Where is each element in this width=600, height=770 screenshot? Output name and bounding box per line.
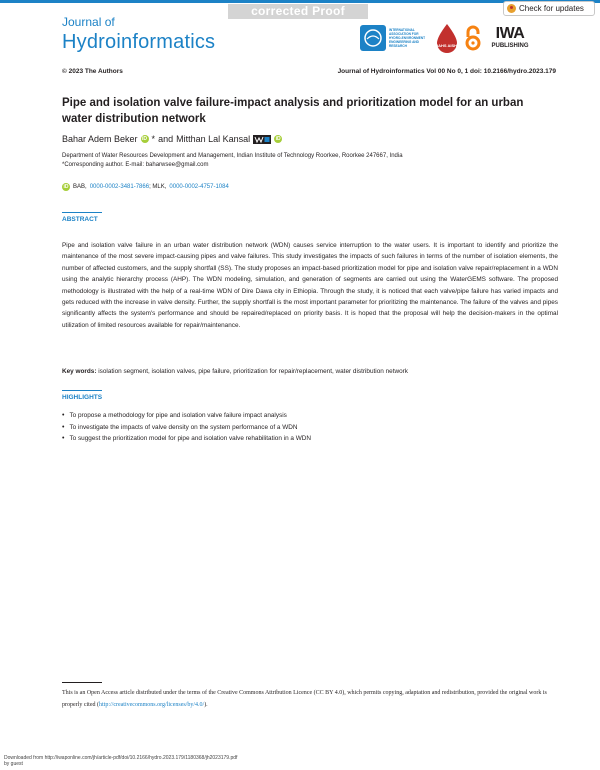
check-updates-label: Check for updates [519, 4, 584, 13]
iahs-logo [434, 23, 460, 53]
orcid-icon: iD [63, 184, 69, 190]
license-footer [62, 688, 558, 711]
iwa-logo-text: IWA [495, 25, 525, 42]
orcid-prefix-2: ; MLK, [149, 184, 167, 190]
download-line-1: Downloaded from http://iwaponline.com/jh/article-pdf/doi/10.2166/hydro.2023.179/1180368/jh2023179.pdf [4, 755, 238, 761]
orcid-link-1[interactable]: 0000-0002-3481-7866 [89, 184, 150, 190]
author-1[interactable]: Bahar Adem Beker [62, 134, 138, 144]
iahs-drop-icon [434, 23, 460, 53]
iahr-logo [360, 25, 429, 51]
affiliation: Department of Water Resources Development and Management, Indian Institute of Technology Roorkee, Roorkee 247667, India [62, 153, 403, 159]
publisher-logos [360, 20, 534, 56]
iahs-logo-text: IAHS AISH [436, 43, 458, 48]
license-text: This is an Open Access article distributed under the terms of the Creative Commons Attribution Licence (CC BY 4.0), which permits copying, adaptation and redistribution, provided the original work is properly cited ( [62, 690, 547, 708]
open-access-logo [465, 25, 481, 51]
keywords-text: isolation segment, isolation valves, pipe failure, prioritization for repair/replacement, water distribution network [98, 368, 408, 375]
orcid-line [62, 183, 229, 191]
corrected-proof-banner: corrected Proof [228, 4, 368, 19]
keywords-line [62, 368, 408, 375]
abstract-text: Pipe and isolation valve failure in an urban water distribution network (WDN) causes service interruption to the water users. It is important to identify and prioritize the maintenance of the most severe impact-causing pipes and valve failures. This study investigates the impacts of such failures in terms of the number of isolation elements, the number of affected customers, and the supply shortfall (SS). The study proposes an impact-based prioritization model for pipe and isolation valve repair/replacement in a WDN using the analytic hierarchy process (AHP). The WDN modeling, simulation, and generation of segments are carried out using the WaterGEMS software. The proposed methodology is illustrated with the help of a real-time WDN of Dire Dawa city in Ethiopia. Through the study, it is noticed that each valve/pipe failure has varied impacts and gets reduced with the increase in valve density. Further, the supply shortfall is the most important parameter for prioritizing the maintenance. The failure of the valves and pipes significantly affects the system's performance and should be repaired/replaced on priority basis. It is hoped that the proposal will help the decision-makers in the optimal utilization of limited resources available for repair/maintenance. [62, 242, 558, 329]
footer-rule [62, 682, 102, 683]
license-end: ). [204, 701, 208, 708]
download-stamp [4, 755, 237, 767]
orcid-prefix-1: BAB, [73, 184, 87, 190]
corresponding-mark: * [151, 134, 156, 144]
copyright-notice: © 2023 The Authors [62, 68, 123, 75]
list-item: • To investigate the impacts of valve density on the system performance of a WDN [62, 422, 311, 434]
highlights-heading: HIGHLIGHTS [62, 394, 103, 401]
list-item: • To propose a methodology for pipe and isolation valve failure impact analysis [62, 410, 311, 422]
highlights-rule [62, 390, 102, 391]
highlights-list [62, 410, 311, 445]
check-updates-button[interactable] [503, 1, 595, 16]
list-item: • To suggest the prioritization model for pipe and isolation valve rehabilitation in a WDN [62, 433, 311, 445]
iwa-member-icon [253, 135, 271, 144]
orcid-icon[interactable]: iD [142, 136, 148, 142]
download-line-2: by guest [4, 761, 23, 767]
iwa-publishing-text: PUBLISHING [491, 43, 529, 49]
abstract-rule [62, 212, 102, 213]
affiliation-block [62, 152, 403, 169]
keywords-label: Key words: [62, 368, 97, 375]
article-title: Pipe and isolation valve failure-impact analysis and prioritization model for an urban water distribution network [62, 97, 524, 125]
journal-prefix: Journal of [62, 15, 115, 29]
journal-name: Hydroinformatics [62, 31, 216, 53]
corresponding-author: *Corresponding author. E-mail: baharwsee@gmail.com [62, 161, 209, 168]
orcid-icon[interactable]: iD [275, 136, 281, 142]
author-2[interactable]: Mitthan Lal Kansal [176, 134, 251, 144]
iahr-emblem-icon [360, 25, 386, 51]
iwa-logo [486, 26, 534, 50]
author-conjunction: and [158, 134, 174, 144]
iahr-logo-text: INTERNATIONAL ASSOCIATION FOR HYDRO-ENVIRONMENT ENGINEERING AND RESEARCH [389, 28, 426, 48]
orcid-link-2[interactable]: 0000-0002-4757-1084 [169, 184, 229, 190]
license-link[interactable]: http://creativecommons.org/licenses/by/4.0/ [98, 701, 205, 708]
crossmark-icon [507, 4, 516, 13]
citation-line: Journal of Hydroinformatics Vol 00 No 0, 1 doi: 10.2166/hydro.2023.179 [337, 68, 556, 75]
abstract-heading: ABSTRACT [62, 216, 98, 223]
author-line [62, 134, 282, 144]
open-access-icon [465, 25, 481, 51]
